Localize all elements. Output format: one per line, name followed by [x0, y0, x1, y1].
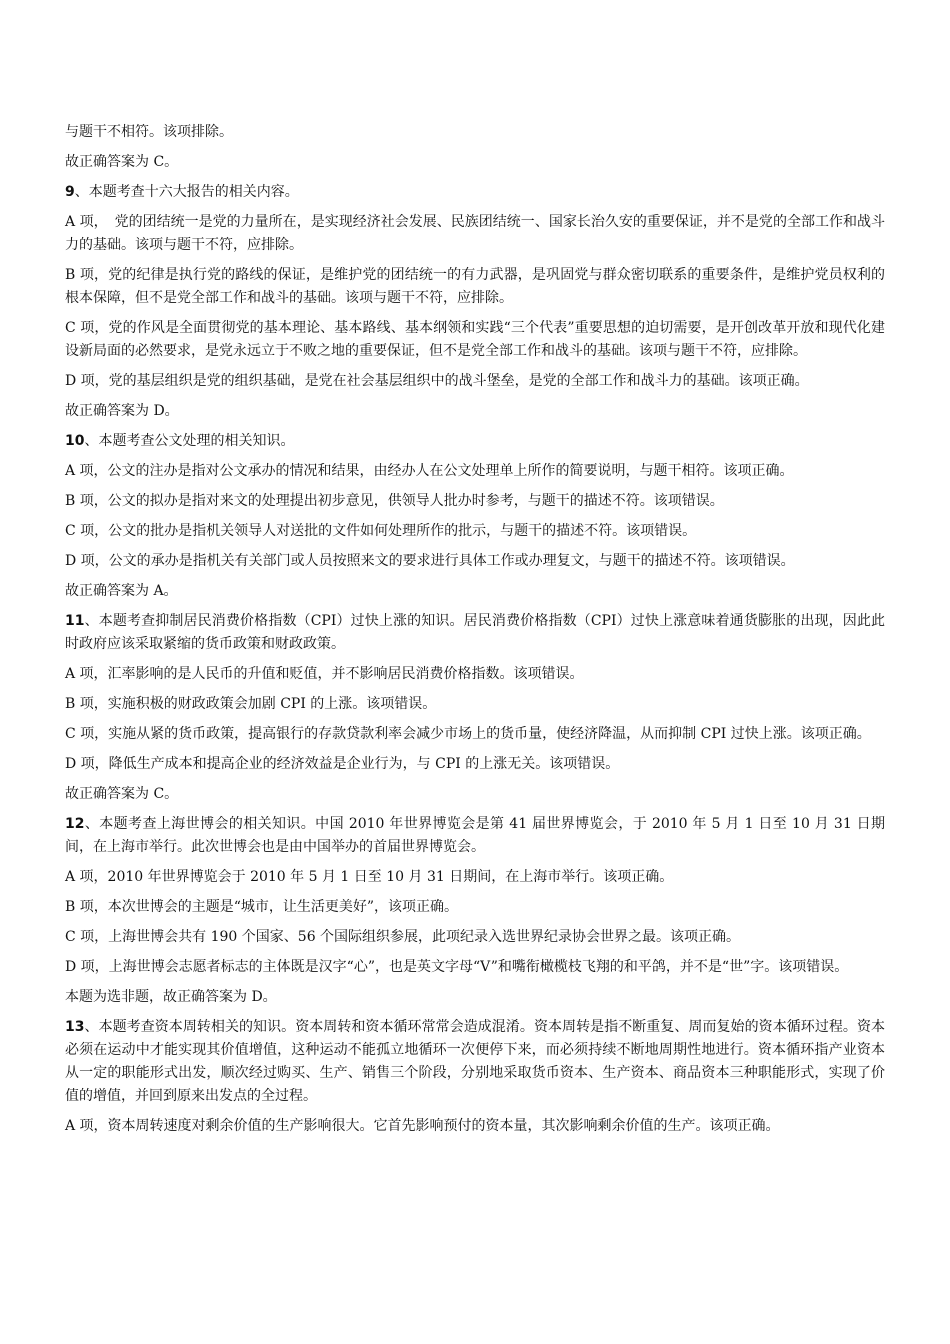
- option-paragraph: C 项，实施从紧的货币政策，提高银行的存款贷款利率会减少市场上的货币量，使经济降温，从而抑制 CPI 过快上涨。该项正确。: [65, 726, 871, 742]
- question-number: 13: [65, 1019, 85, 1035]
- option-paragraph: D 项，上海世博会志愿者标志的主体既是汉字“心”，也是英文字母“V”和嘴衔橄榄枝飞翔的和平鸽，并不是“世”字。该项错误。: [65, 959, 849, 975]
- question-number: 10: [65, 433, 85, 449]
- option-paragraph: A 项，公文的注办是指对公文承办的情况和结果，由经办人在公文处理单上所作的简要说明，与题干相符。该项正确。: [65, 463, 794, 479]
- question-number: 12: [65, 816, 85, 832]
- option-paragraph: B 项，实施积极的财政政策会加剧 CPI 的上涨。该项错误。: [65, 696, 437, 712]
- option-paragraph: A 项， 党的团结统一是党的力量所在，是实现经济社会发展、民族团结统一、国家长治久安的重要保证，并不是党的全部工作和战斗力的基础。该项与题干不符，应排除。: [65, 214, 885, 253]
- answer-line: 故正确答案为 C。: [65, 786, 179, 802]
- option-paragraph: C 项，公文的批办是指机关领导人对送批的文件如何处理所作的批示，与题干的描述不符。该项错误。: [65, 523, 697, 539]
- question-heading: 11、本题考查抑制居民消费价格指数（CPI）过快上涨的知识。居民消费价格指数（CPI）过快上涨意味着通货膨胀的出现，因此此时政府应该采取紧缩的货币政策和财政政策。: [65, 613, 885, 652]
- option-paragraph: C 项，上海世博会共有 190 个国家、56 个国际组织参展，此项纪录入选世界纪录协会世界之最。该项正确。: [65, 929, 741, 945]
- question-heading: 9、本题考查十六大报告的相关内容。: [65, 184, 299, 200]
- question-heading: 10、本题考查公文处理的相关知识。: [65, 433, 295, 449]
- question-heading: 12、本题考查上海世博会的相关知识。中国 2010 年世界博览会是第 41 届世界博览会，于 2010 年 5 月 1 日至 10 月 31 日期间，在上海市举行。此次世博会也是由中国举办的首届世界博览会。: [65, 816, 885, 855]
- question-number: 9: [65, 184, 75, 200]
- paragraph: 与题干不相符。该项排除。: [65, 124, 233, 140]
- option-paragraph: A 项，汇率影响的是人民币的升值和贬值，并不影响居民消费价格指数。该项错误。: [65, 666, 584, 682]
- answer-line: 故正确答案为 D。: [65, 403, 179, 419]
- option-paragraph: C 项，党的作风是全面贯彻党的基本理论、基本路线、基本纲领和实践“三个代表”重要思想的迫切需要，是开创改革开放和现代化建设新局面的必然要求，是党永远立于不败之地的重要保证，但不是党全部工作和战斗的基础。该项与题干不符，应排除。: [65, 320, 885, 359]
- option-paragraph: A 项，2010 年世界博览会于 2010 年 5 月 1 日至 10 月 31 日期间，在上海市举行。该项正确。: [65, 869, 674, 885]
- option-paragraph: D 项，降低生产成本和提高企业的经济效益是企业行为，与 CPI 的上涨无关。该项错误。: [65, 756, 620, 772]
- document-page: [65, 121, 885, 1145]
- option-paragraph: D 项，公文的承办是指机关有关部门或人员按照来文的要求进行具体工作或办理复文，与题干的描述不符。该项错误。: [65, 553, 795, 569]
- question-number: 11: [65, 613, 85, 629]
- option-paragraph: D 项，党的基层组织是党的组织基础，是党在社会基层组织中的战斗堡垒，是党的全部工作和战斗力的基础。该项正确。: [65, 373, 809, 389]
- option-paragraph: B 项，公文的拟办是指对来文的处理提出初步意见，供领导人批办时参考，与题干的描述不符。该项错误。: [65, 493, 724, 509]
- answer-line: 本题为选非题，故正确答案为 D。: [65, 989, 277, 1005]
- answer-line: 故正确答案为 C。: [65, 154, 179, 170]
- option-paragraph: B 项，本次世博会的主题是“城市，让生活更美好”，该项正确。: [65, 899, 459, 915]
- option-paragraph: A 项，资本周转速度对剩余价值的生产影响很大。它首先影响预付的资本量，其次影响剩余价值的生产。该项正确。: [65, 1118, 780, 1134]
- question-heading: 13、本题考查资本周转相关的知识。资本周转和资本循环常常会造成混淆。资本周转是指不断重复、周而复始的资本循环过程。资本必须在运动中才能实现其价值增值，这种运动不能孤立地循环一次便停下来，而必须持续不断地周期性地进行。资本循环指产业资本从一定的职能形式出发，顺次经过购买、生产、销售三个阶段，分别地采取货币资本、生产资本、商品资本三种职能形式，实现了价值的增值，并回到原来出发点的全过程。: [65, 1019, 885, 1104]
- option-paragraph: B 项，党的纪律是执行党的路线的保证，是维护党的团结统一的有力武器，是巩固党与群众密切联系的重要条件，是维护党员权利的根本保障，但不是党全部工作和战斗的基础。该项与题干不符，应排除。: [65, 267, 885, 306]
- answer-line: 故正确答案为 A。: [65, 583, 178, 599]
